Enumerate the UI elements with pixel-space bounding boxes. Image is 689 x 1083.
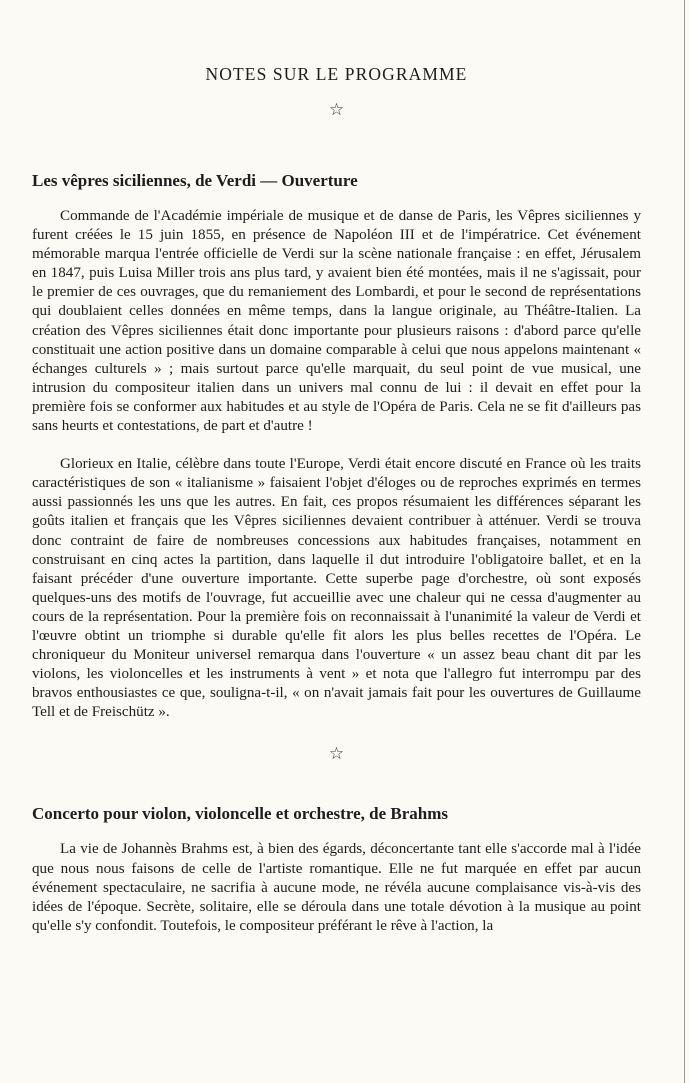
page-title: NOTES SUR LE PROGRAMME: [205, 64, 468, 84]
paragraph-brahms-1: La vie de Johannès Brahms est, à bien des égards, déconcertante tant elle s'accorde mal à l'idée que nous nous faisons de celle de l'artiste romantique. Elle ne fut marquée en effet par aucun événement spectaculaire, ne sacrifia à aucune mode, ne révéla aucune complaisance vis-à-vis des idées de l'époque. Secrète, solitaire, elle se déroula dans une totale dévotion à la musique au point qu'elle s'y confondit. Toutefois, le compositeur préférant le rêve à l'action, la: [32, 841, 641, 934]
document-page: [32, 0, 641, 1083]
paragraph-verdi-1: Commande de l'Académie impériale de musique et de danse de Paris, les Vêpres siciliennes y furent créées le 15 juin 1855, en présence de Napoléon III et de l'impératrice. Cet événement mémorable marqua l'entrée officielle de Verdi sur la scène nationale française : en effet, Jérusalem en 1847, puis Luisa Miller trois ans plus tard, y avaient bien été montées, mais il ne s'agissait, pour le premier de ces ouvrages, que du remaniement des Lombardi, et pour le second de représentations qui doublaient celles données en même temps, dans la langue originale, au Théâtre-Italien. La création des Vêpres siciliennes était donc importante pour plusieurs raisons : d'abord parce qu'elle constituait une action positive dans un domaine comparable à celui que nous appelons maintenant « échanges culturels » ; mais surtout parce qu'elle marquait, du seul point de vue musical, une intrusion du compositeur italien dans un univers mal connu de lui : il devait en effet pour la première fois se conformer aux habitudes et au style de l'Opéra de Paris. Cela ne se fit d'ailleurs pas sans heurts et contestations, de part et d'autre !: [32, 208, 641, 435]
star-ornament-top: ☆: [328, 100, 345, 119]
section-heading-brahms: Concerto pour violon, violoncelle et orchestre, de Brahms: [32, 804, 448, 824]
star-ornament-separator: ☆: [328, 744, 345, 764]
page-edge-line: [684, 0, 685, 1083]
section-heading-verdi: Les vêpres siciliennes, de Verdi — Ouverture: [32, 171, 358, 190]
paragraph-verdi-2: Glorieux en Italie, célèbre dans toute l'Europe, Verdi était encore discuté en France où les traits caractéristiques de son « italianisme » faisaient l'objet d'éloges ou de reproches exprimés en termes aussi passionnés les uns que les autres. En fait, ces propos résumaient les différences séparant les goûts italien et français que les Vêpres siciliennes devaient contribuer à atténuer. Verdi se trouva donc contraint de faire de nombreuses concessions aux habitudes françaises, notamment en construisant en cinq actes la partition, dans laquelle il dut introduire l'obligatoire ballet, et en la faisant précéder d'une ouverture importante. Cette superbe page d'orchestre, où sont exposés quelques-uns des motifs de l'ouvrage, fut accueillie avec une chaleur qui ne cessa d'augmenter au cours de la représentation. Pour la première fois on reconnaissait à l'unanimité la valeur de Verdi et l'œuvre obtint un triomphe si durable qu'elle fit alors les plus belles recettes de l'Opéra. Le chroniqueur du Moniteur universel remarqua dans l'ouverture « un assez beau chant dit par les violons, les violoncelles et les instruments à vent » et nota que l'allegro fut interrompu par des bravos enthousiastes ce que, souligna-t-il, « on n'avait jamais fait pour les ouvertures de Guillaume Tell et de Freischütz ».: [32, 456, 641, 721]
